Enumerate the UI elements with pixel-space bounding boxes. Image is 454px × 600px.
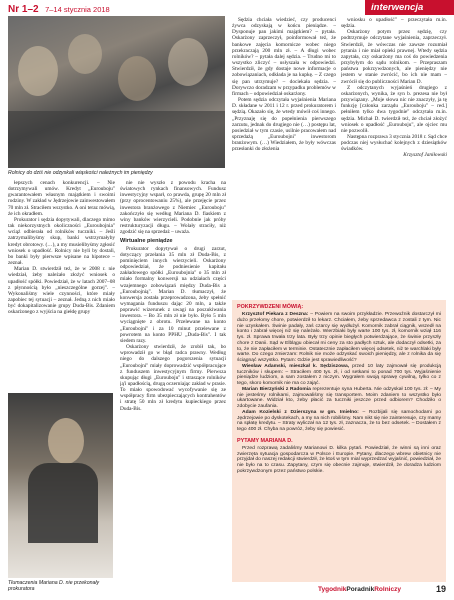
box-text-2 [237,446,441,475]
paragraph: Następna rozprawa 3 stycznia 2018 r. Sąd chce podczas niej wysłuchać kolejnych z dziesiątków świadków. [341,133,447,153]
box-paragraph: Marian Bierzyński z Radomia reprezentuje syna Huberta. Nie odzyskał 100 tys. zł: – My nie jesteśmy rolnikami, zajmowaliśmy się transportem. Moim zdaniem to wszystko było ukartowane. Widział kto, żeby płacić za tuczniki jeszcze przed odbiorem? Chodziło o zdobycie zaufania. [237,386,441,409]
photo2-caption: Tłumaczenia Mariana D. nie przekonały prokuratora [8,580,100,592]
page-number: 19 [436,584,447,594]
paragraph: Sędzia chciała wiedzieć, czy producenci żywca odzyskają w końcu pieniądze. – Dysponuje pan jakimi majątkiem? – pytała. Oskarżony zaprzeczył, poinformował też, że bankowe zajęcia komornicze wobec niego przekraczają 200 mln zł. – A długi wobec rolników? – pytała dalej sędzia. – Trudno mi to wszystko zliczyć – usłyszała w odpowiedzi. Stwierdził, że gdy dostaje nowe informacje o zobowiązaniach, odkłada je na kupkę. – Z czego się pan utrzymuje? – dociekała sędzia. – Dorywczo doradzam w przypadku problemów w firmach – odpowiedział oskarżony. [232,17,336,97]
box-text [237,312,441,433]
article-column-1 [8,180,115,392]
paragraph: Oskarżony stwierdził, że zrobił tak, bo wprowadził go w błąd radca prawny. Według niego do dalszego pogorszenia sytuacji „Euroubojni" miały doprowadzić współpracujące z funduszem inwestycyjnym firmy. Pierwsza skupując długi „Eurouboju" i straszące rolników ją'i upadłością, drugą oczerniając zakład w prasie. To miało spowodować wycofywanie się ze współpracy firm ubezpieczających kontrahentów i stratę 50 mln zł kredytu kupieckiego przez Duda-Bis. [120,344,226,412]
article-column-2 [120,180,226,588]
issue-number: Nr 1–2 [8,4,39,15]
box-title-2: PYTAMY MARIANA D. [237,437,293,444]
box-title: POKRZYWDZENI MÓWIĄ: [237,304,304,310]
paragraph: Prokurator dopytywał o drugi zarzut, dotyczący przelania 35 mln zł Duda-Bis, z pominięciem innych wierzycieli. Oskarżony odpowiedział, że podniesienie kapitału zakładowego spółki „Euroubojnia" o 35 mln zł miało formalny konwersji na udziałach części wzajemnego zobowiązań między Duda-Bis a „Euroubojnią". Marian D. tłumaczył, że konwersja została przeprowadzona, żeby spełnić wymagania funduszu dając 20 mln, a także poprawić wizerunek z uwagi na poszukiwania inwestora. – Bo 35 mln zł nie było. Było 5 mln wyciągnięte z obrotu. Przelewane na konto „Euroubojni" i za 10 minut przelewane z powrotem na konto PPHU „Duda-Bis". I tak siedem razy. [120,245,226,344]
paragraph: Marian D. stwierdził też, że w 2008 r. nie wiedział, żeby należało złożyć wniosek o upadłość spółki. Powiedział, że w latach 2007–08 z płynnością było „nieszczególne gorzej". – Wykonaliśmy wiele czynności, które miały zapobiec tej sytuacji – zeznał. Jedną z nich miało być dokapitalizowanie grupy Duda-Bis. Zdaniem oskarżonego z wyjścia na giełdę grupy [8,266,115,316]
paragraph: Z odczytanych wyjaśnień drugiego z oskarżonych, wynika, że syn b. prezesa nie był przywiązany. „Moje słowa nic nie znaczyły, ja tę funkcję [członka zarządu „Eurouboju" – red.] pełniłem tylko dwa tygodnie" odczytała m.in. sędzia. Michał D. twierdził też, że chciał złożyć wniosek o upadłość „Eurouboju", ale ojciec mu nie pozwolił. [341,84,447,134]
box-paragraph: Adam Kozielski z Dzierszyna w gm. Imielno: – Rozbijali się samochodami po Jędrzejowie po dyskotekach, a my na nich robiliśmy. Nam nikt się nie zainteresuje, czy mamy na spłatę kredytu. – Straty wyliczał na 12 tys. zł, zaznacza, że to bez odsetek. – Dostałem z tego 400 zł. Chyba na powróz, żeby się powiesić. [237,409,441,432]
author-signature: Krzysztof Janiłowski [403,152,447,159]
section-label: interwencja [365,0,454,15]
issue-dates: 7–14 stycznia 2018 [45,5,110,14]
box-paragraph: Krzysztof Piekara z Deszna: – Powiem na swoim przykładzie. Przewoźnik dostarczył mi dużo przełomy chore, potwierdził to lekarz. Chciałem, żeby sprzedawca z zostali z tym. Nic nie uzyskałem. Świnie padały, zaś czarcy się wydłużył. Komornik zabrał ciągnik, wszedł na konto i zabrał więcej niż się należało. Wierzbiaki były warte 100 tys. zł, komornik wziął 116 tys. zł. Sprawa trwała trzy lata. Były trzy opinie biegłych potwierdzające, że świnie przyszły chore z Danii. Sąd w Elblągu obiecał mi ceny za sto padłych sztuk, ale dodaczył odsetki, za to, że nie zapłaciłem w terminie. Ostatecznie zapłaciłem więcej odsetek, niż te warchlaki były warte. Do czego zmierzam: Rolnik nie może odzyskać swoich pieniędzy, ale z rolnika da się ściągnąć wszystko. Pytam: Gdzie jest sprawiedliwość? [237,312,442,363]
paragraph: Potem sędzia odczytała wyjaśnienia Mariana D. składane w 2011 i 12 r. przed prokuratorem i sędzią. Okazało się, że wtedy mówił coś innego. „Przyznaję się do popełnienia pierwszego zarzutu, jednak do drugiego nie (…) postępu lat, posiedział w tym czasie, usilnie pracowałem nad sprzedażą „Euroubojni" inwestorom branżowym. (…) Wiedziałem, że były wówczas przesłanki do złożenia [232,97,336,153]
paragraph: wniosku o upadłość" – przeczytała m.in. sędzia. [341,17,447,30]
subheading: Wirtualne pieniądze [120,238,173,245]
article-column-4 [341,17,447,299]
article-column-3 [232,17,336,297]
paragraph: łepszych cenach konkurencji. – Nie dotrzymywali umów. Kredyt „Eurouboju" gwarantowałem własnym majątkiem i swoimi rodziny. W zakład w Jędrzejowie zainwestowałem 70 mln zł. Straciłem wszystko. A oni teraz mówią, że ich okradłem. [8,180,115,217]
box-paragraph: Przed rozprawą zadaliśmy Marianowi D. kilka pytań. Powiedział, że winni są inni oraz zwierzęta sytuacja gospodarcza w Polsce i Europie. Pytany, dlaczego wbrew obietnicy nie przyjdał do naszej redakcji stwierdził, że ktoś w tym mial wyprzedzać wyjaśnić, powiedział, że nie było na to czasu. Zapytany, czym się obecnie zajmuje, stwierdził, że doradza ludziom pokrzywdzonym przez państwo polskie. [237,445,441,474]
paragraph: Prokurator i sędzia dopytywali, dlaczego mimo tak niekorzystnych okoliczności „Euroubojnia" wciąż odbierała od rolników tuczniki. – Jeśli zatrzymalibyśmy skup, banki wstrzymałyby kredyt obrotowy. (…), a my musielibyśmy zgłosić wniosek o upadłość. Rolnicy nie byli by dostali, bo banki były pierwsze wpisane na hipotece – zeznał. [8,216,115,267]
issue-header [8,4,110,15]
paragraph: Oskarżony potym przez sędzię, czy podtrzymuje odczytane wyjaśnienia, zaprzeczył. Stwierdził, że wówczas nie zawsze rozumiał pytania i nie miał opieki prawnej. Wtedy sędzia zapytała, czy oskarżony ma coś do powiedzenia przybyłym do sądu rolnikom. – Przepraszam państwa pokrzywdzonych, ale pieniędzy nie jestem w stanie zwrócić, bo ich nie mam – zwrócił się do publiczności Marian D. [341,29,447,85]
paragraph: nie nie wyszło z powodu kracha na światowych rynkach finansowych. Fundusz inwestycyjny wsparł, co prawda, grupę 20 mln zł (przy oprocentowaniu 25%), ale przejęcie przez inwestora branżowego z Niemiec „Eurouboju" zakończyło się według Mariana D. fiaskiem z winy banków wierzycieli. Podobnie jak próby restrukturyzacji długu. – Wolały straciły, niż zgodzić się na sprzedaż – uważa. [120,180,226,236]
defendant-photo [8,393,113,578]
photo1-caption: Rolnicy do dziś nie odzyskali wiąskości należnych im pieniędzy [8,170,153,176]
victims-box [232,300,446,582]
farmers-photo [8,16,225,168]
box-paragraph: Wiesław Adamski, mieszkał k. Sędziszowa, przed 10 laty zajmował się produkcją tuczników i skupem: – Straciłem 400 tys. zł, i od setkami to ponad 700 tys. Wyjaśnienie pieniądze ludziom, a sam zostałem z niczym. Wygrałem swoją sprawę cywilną, tylko co z tego, skoro komornik nie ma co zająć. [237,363,441,386]
publication-footer: TygodnikPoradnikRolniczy [318,586,401,593]
